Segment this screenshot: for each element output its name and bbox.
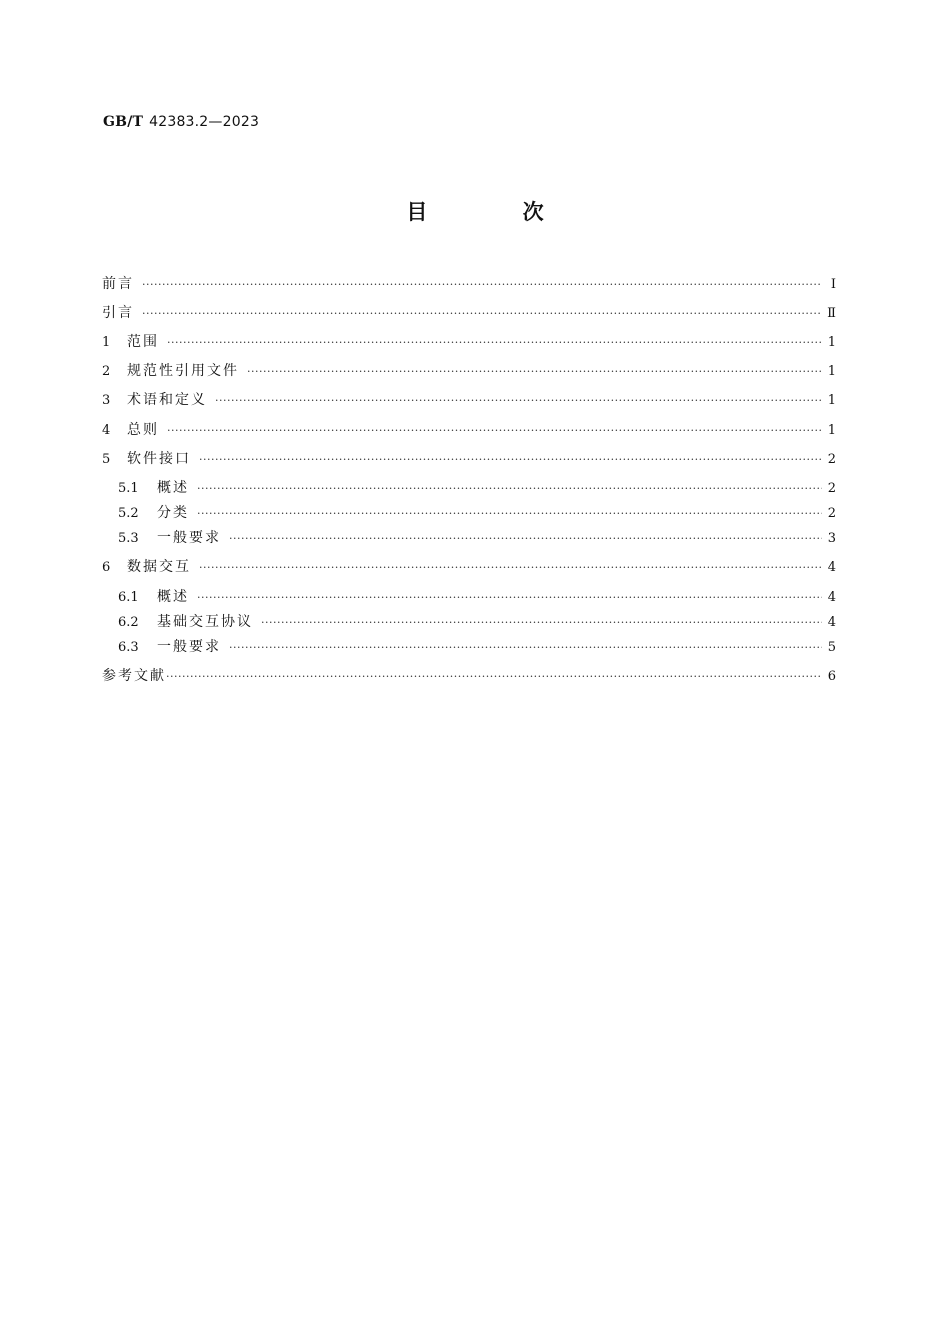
toc-entry-number: 6.2 xyxy=(118,615,139,630)
standard-prefix: GB/T xyxy=(103,114,144,130)
toc-entry-6-3[interactable] xyxy=(118,637,836,657)
toc-entry-number: 1 xyxy=(102,335,111,350)
toc-entry-5-1[interactable] xyxy=(118,478,836,498)
toc-leader-dots xyxy=(197,479,822,499)
toc-entry-number: 5.1 xyxy=(118,481,139,496)
toc-leader-dots xyxy=(166,667,822,687)
toc-leader-dots xyxy=(199,450,822,470)
toc-entry-label: 参考文献 xyxy=(102,668,166,684)
toc-leader-dots xyxy=(247,362,822,382)
toc-entry-5[interactable] xyxy=(102,449,836,469)
toc-leader-dots xyxy=(167,421,822,441)
toc-entry-4[interactable] xyxy=(102,420,836,440)
toc-entry-6-2[interactable] xyxy=(118,612,836,632)
toc-entry-label: 概述 xyxy=(157,480,189,496)
toc-entry-label: 范围 xyxy=(127,334,159,350)
toc-entry-1[interactable] xyxy=(102,332,836,352)
toc-page-number: 4 xyxy=(827,615,836,630)
toc-leader-dots xyxy=(197,504,822,524)
toc-page-number: Ⅰ xyxy=(830,277,836,292)
toc-entry-label: 规范性引用文件 xyxy=(127,363,239,379)
toc-entry-6[interactable] xyxy=(102,557,836,577)
toc-entry-number: 3 xyxy=(102,393,111,408)
toc-entry-5-2[interactable] xyxy=(118,503,836,523)
toc-page-number: 5 xyxy=(827,640,836,655)
toc-page-number: 1 xyxy=(827,393,836,408)
toc-entry-label: 软件接口 xyxy=(127,451,191,467)
toc-entry-label: 一般要求 xyxy=(157,530,221,546)
toc-page-number: Ⅱ xyxy=(827,306,836,321)
toc-entry-label: 基础交互协议 xyxy=(157,614,253,630)
toc-entry-number: 6.1 xyxy=(118,590,139,605)
toc-leader-dots xyxy=(142,304,821,324)
toc-entry-bibliography[interactable] xyxy=(102,666,836,686)
toc-entry-label: 数据交互 xyxy=(127,559,191,575)
toc-leader-dots xyxy=(197,588,822,608)
toc-entry-number: 6 xyxy=(102,560,111,575)
toc-entry-number: 5.3 xyxy=(118,531,139,546)
toc-entry-2[interactable] xyxy=(102,361,836,381)
toc-page-number: 1 xyxy=(827,364,836,379)
toc-leader-dots xyxy=(167,333,822,353)
toc-entry-6-1[interactable] xyxy=(118,587,836,607)
toc-entry-number: 5.2 xyxy=(118,506,139,521)
toc-entry-number: 2 xyxy=(102,364,111,379)
toc-leader-dots xyxy=(215,391,822,411)
toc-entry-5-3[interactable] xyxy=(118,528,836,548)
toc-entry-label: 分类 xyxy=(157,505,189,521)
toc-leader-dots xyxy=(261,613,822,633)
toc-page-number: 4 xyxy=(827,560,836,575)
toc-leader-dots xyxy=(199,558,822,578)
toc-page-number: 1 xyxy=(827,423,836,438)
toc-page-number: 1 xyxy=(827,335,836,350)
standard-number: 42383.2—2023 xyxy=(149,114,260,130)
standard-code xyxy=(103,114,259,130)
toc-leader-dots xyxy=(142,275,822,295)
toc-entry-number: 4 xyxy=(102,423,111,438)
toc-page-number: 2 xyxy=(827,481,836,496)
toc-entry-introduction[interactable] xyxy=(102,303,836,323)
toc-page-number: 6 xyxy=(827,669,836,684)
toc-page-number: 2 xyxy=(827,506,836,521)
toc-page-number: 2 xyxy=(827,452,836,467)
toc-entry-label: 总则 xyxy=(127,422,159,438)
toc-leader-dots xyxy=(229,529,822,549)
toc-entry-number: 5 xyxy=(102,452,111,467)
toc-entry-label: 概述 xyxy=(157,589,189,605)
toc-entry-3[interactable] xyxy=(102,390,836,410)
toc-entry-label: 引言 xyxy=(102,305,134,321)
toc-leader-dots xyxy=(229,638,822,658)
toc-entry-label: 术语和定义 xyxy=(127,392,207,408)
toc-entry-label: 一般要求 xyxy=(157,639,221,655)
toc-entry-label: 前言 xyxy=(102,276,134,292)
toc-page-number: 3 xyxy=(827,531,836,546)
toc-title: 目 次 xyxy=(406,200,588,224)
toc-entry-foreword[interactable] xyxy=(102,274,836,294)
toc-entry-number: 6.3 xyxy=(118,640,139,655)
toc-page-number: 4 xyxy=(827,590,836,605)
